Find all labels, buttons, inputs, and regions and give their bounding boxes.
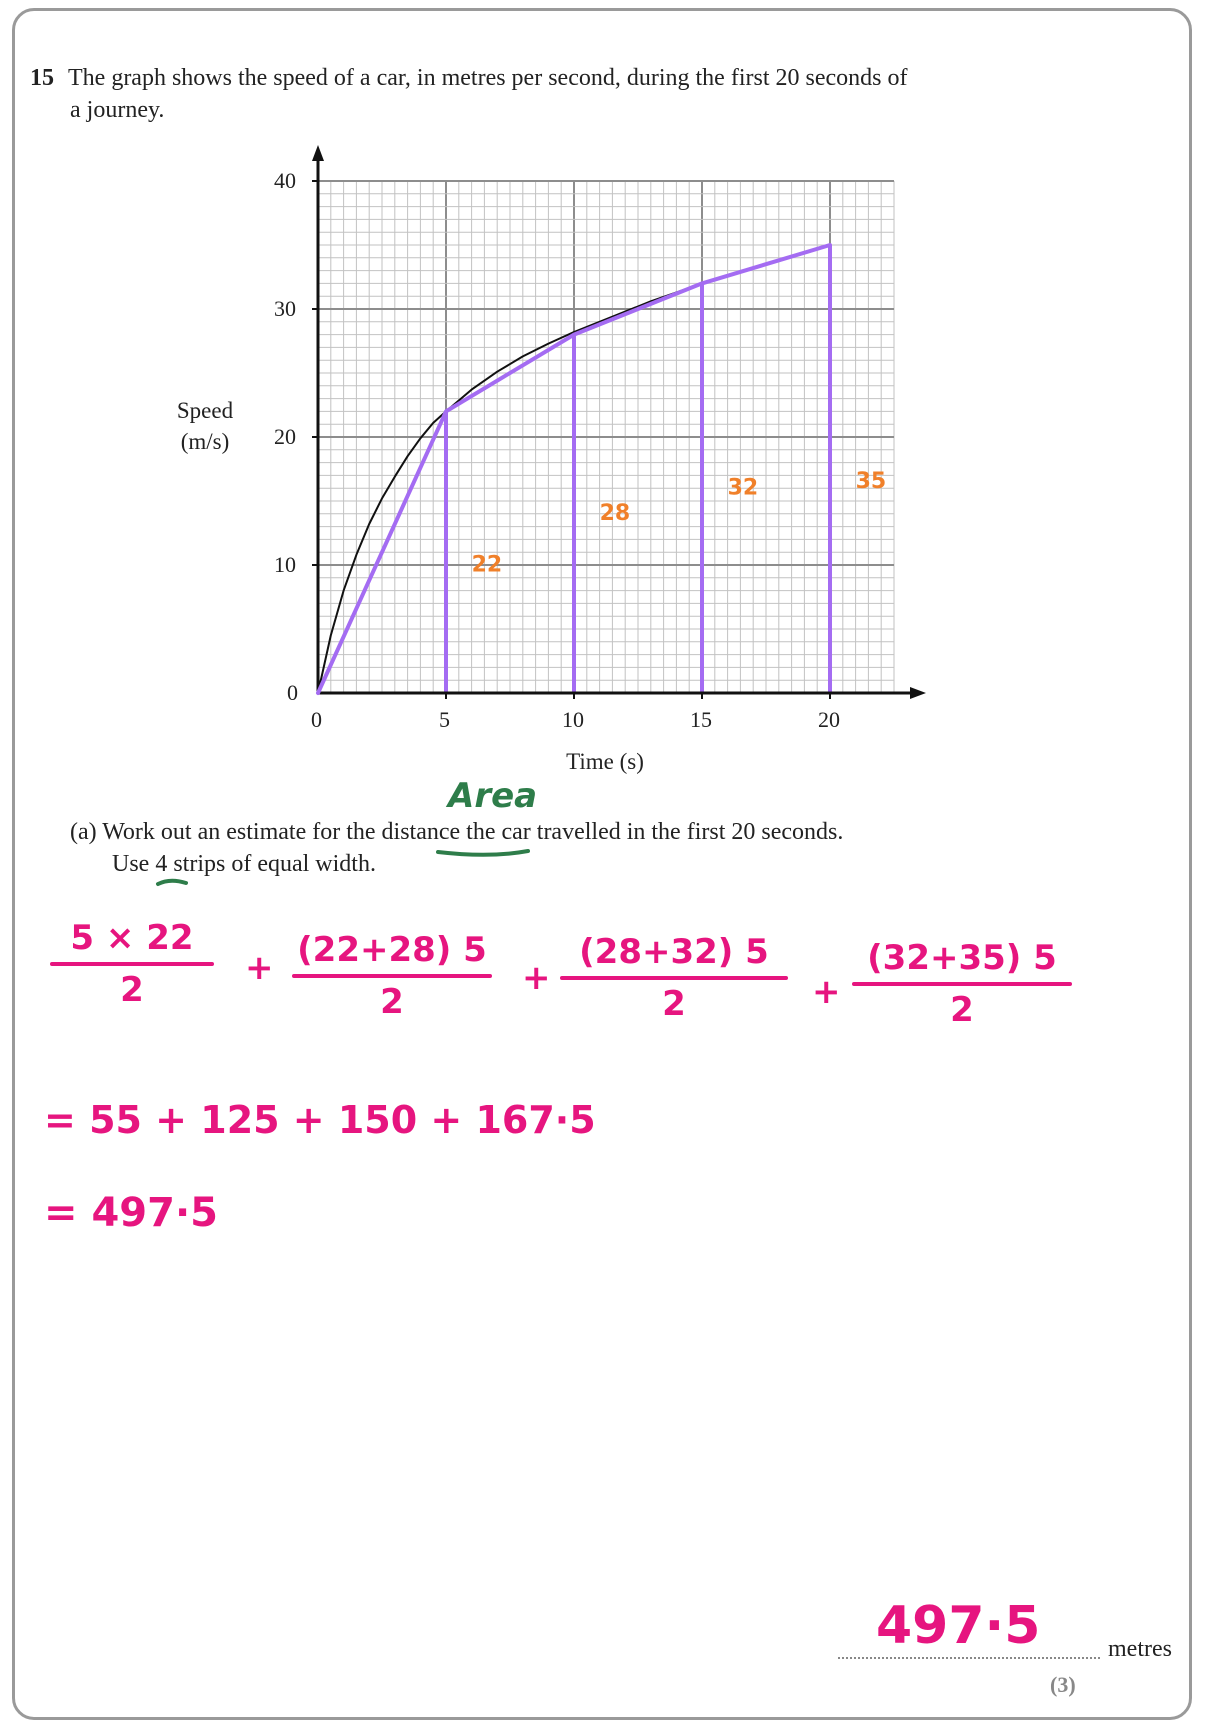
fraction-2-denominator: 2 (380, 982, 404, 1022)
strip-height-label: 35 (855, 469, 887, 495)
working-fraction-2 (292, 930, 492, 1022)
y-axis-title-line1: Speed (176, 398, 234, 423)
plus-2: + (522, 958, 551, 998)
fraction-4-bar (852, 982, 1072, 986)
x-tick-5: 5 (439, 707, 450, 732)
distance-underline (438, 851, 528, 855)
question-text-1: The graph shows the speed of a car, in metres per second, during the first 20 seconds of (68, 65, 908, 91)
x-tick-0: 0 (311, 707, 322, 732)
strip-height-label: 22 (471, 552, 503, 578)
marks-available: (3) (1050, 1672, 1076, 1697)
x-tick-15: 15 (690, 707, 712, 732)
fraction-1-bar (50, 962, 214, 966)
part-a-line-1: (a) Work out an estimate for the distance the car travelled in the first 20 seconds. (70, 819, 844, 845)
area-annotation: Area (448, 776, 538, 816)
plus-3: + (812, 972, 841, 1012)
fraction-4-denominator: 2 (950, 990, 974, 1030)
answer-units: metres (1108, 1636, 1172, 1662)
question-text-2: a journey. (70, 97, 165, 123)
fraction-4-numerator: (32+35) 5 (867, 938, 1057, 978)
fraction-2-bar (292, 974, 492, 978)
y-tick-30: 30 (274, 296, 296, 321)
working-fraction-3 (560, 932, 788, 1024)
plus-1: + (245, 948, 274, 988)
fraction-3-denominator: 2 (662, 984, 686, 1024)
x-tick-20: 20 (818, 707, 840, 732)
working-line-2: = 55 + 125 + 150 + 167·5 (44, 1098, 596, 1142)
strips-underline (158, 881, 186, 884)
answer-line[interactable] (838, 1657, 1100, 1659)
strip-height-label: 32 (727, 475, 759, 501)
y-tick-20: 20 (274, 424, 296, 449)
working-line-3: = 497·5 (44, 1190, 218, 1236)
x-axis-title: Time (s) (566, 749, 644, 774)
working-fraction-1 (50, 918, 214, 1010)
y-tick-10: 10 (274, 552, 296, 577)
final-answer: 497·5 (876, 1596, 1041, 1656)
working-fraction-4 (852, 938, 1072, 1030)
y-tick-40: 40 (274, 168, 296, 193)
question-number: 15 (30, 65, 54, 91)
strip-height-label: 28 (599, 501, 631, 527)
x-tick-10: 10 (562, 707, 584, 732)
fraction-3-numerator: (28+32) 5 (579, 932, 769, 972)
y-axis-title-line2: (m/s) (180, 429, 230, 454)
fraction-3-bar (560, 976, 788, 980)
fraction-1-denominator: 2 (120, 970, 144, 1010)
fraction-2-numerator: (22+28) 5 (297, 930, 487, 970)
fraction-1-numerator: 5 × 22 (70, 918, 194, 958)
part-a-line-2: Use 4 strips of equal width. (112, 851, 376, 877)
y-tick-0: 0 (287, 680, 298, 705)
